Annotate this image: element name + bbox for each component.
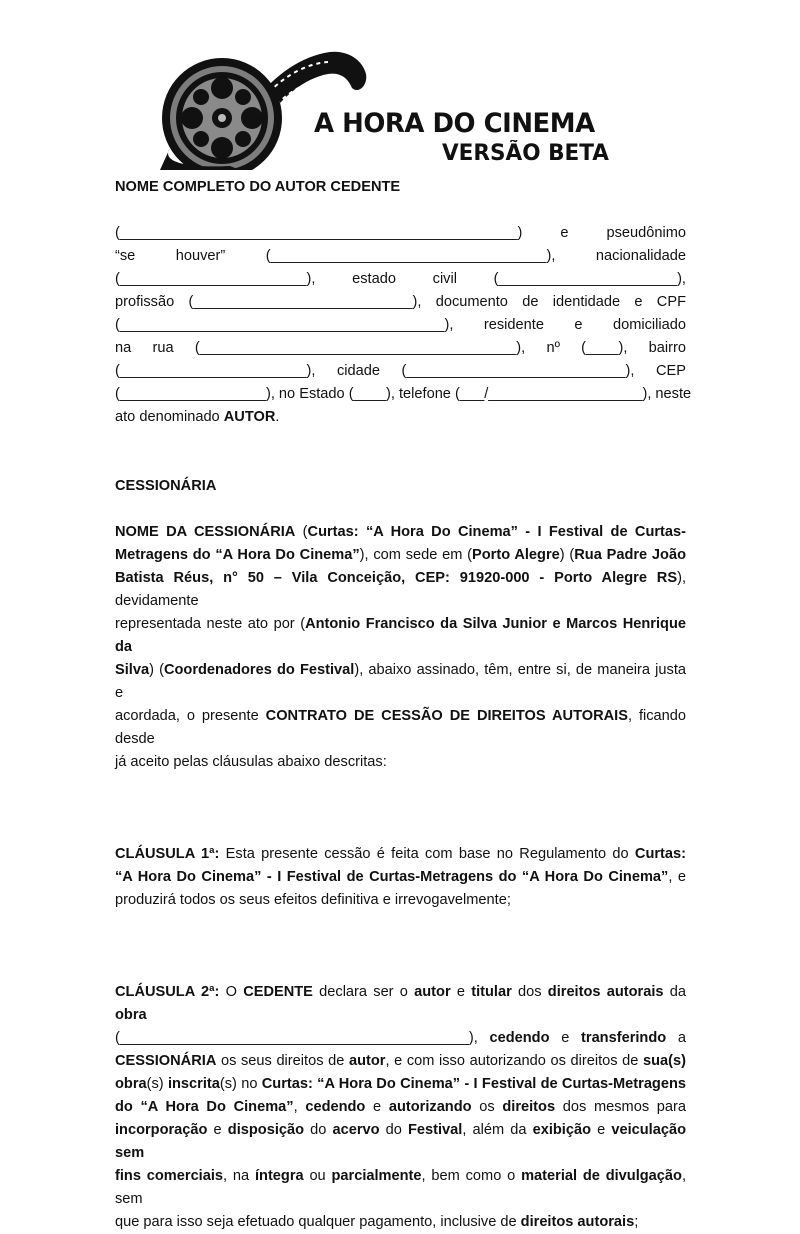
text: ou (303, 1168, 332, 1184)
text-line (115, 1119, 686, 1165)
text: representada neste ato por ( (115, 616, 306, 632)
text: produzirá todos os seus efeitos definitiva e irrevogavelmente; (115, 892, 511, 908)
text-line (115, 843, 686, 866)
text-line (115, 613, 686, 659)
text: , bem como o (421, 1168, 522, 1184)
document-body (115, 176, 692, 1234)
text: ; (634, 1214, 639, 1230)
text: (s) (146, 1076, 168, 1092)
text: dos mesmos para (555, 1099, 687, 1115)
text-line (115, 1096, 686, 1119)
autor-line: (_______________________), estado civil (______________________), (115, 271, 686, 287)
text: ), devidamente (115, 570, 686, 609)
bold-text: CLÁUSULA 2ª: (115, 984, 220, 1000)
autor-line: (________________________________________), residente e domiciliado (115, 317, 686, 333)
bold-text: parcialmente (331, 1168, 422, 1184)
bold-text: obra (115, 1076, 147, 1092)
text: , e (668, 869, 686, 885)
text-line (115, 567, 686, 613)
bold-text: titular (471, 984, 512, 1000)
bold-text: Curtas: “A Hora Do Cinema” - I Festival de Curtas- (307, 524, 686, 540)
text: , e com isso autorizando os direitos de (385, 1053, 644, 1069)
bold-text: CESSIONÁRIA (115, 1053, 217, 1069)
text: os seus direitos de (216, 1053, 349, 1069)
text-line (115, 751, 686, 774)
bold-text: direitos autorais (520, 1214, 635, 1230)
text: e (365, 1099, 389, 1115)
bold-text: cedendo (305, 1099, 366, 1115)
text: ) ( (149, 662, 164, 678)
autor-section (115, 222, 692, 429)
text: ( (295, 524, 308, 540)
text: da (663, 984, 687, 1000)
text: e (549, 1030, 582, 1046)
text: ) ( (559, 547, 575, 563)
bold-text: Coordenadores do Festival (163, 662, 355, 678)
bold-text: Porto Alegre (472, 547, 560, 563)
autor-line: (__________________), no Estado (____), telefone (___/___________________), neste (115, 386, 692, 402)
text-line (115, 866, 686, 889)
autor-line-last (115, 406, 686, 429)
bold-text: exibição (532, 1122, 592, 1138)
autor-line: (_______________________), cidade (___________________________), CEP (115, 363, 686, 379)
text-line (115, 705, 686, 751)
bold-text: Curtas: “A Hora Do Cinema” - I Festival de Curtas-Metragens (261, 1076, 686, 1092)
clausula-2 (115, 981, 686, 1234)
bold-text: autorizando (388, 1099, 472, 1115)
text: do (379, 1122, 408, 1138)
logo (130, 38, 620, 170)
text: e (207, 1122, 228, 1138)
text: ato denominado (115, 409, 224, 425)
logo-title: A HORA DO CINEMA (314, 108, 595, 139)
clausula-1 (115, 843, 686, 912)
text: acordada, o presente (115, 708, 266, 724)
bold-text: do “A Hora Do Cinema” (115, 1099, 294, 1115)
bold-text: inscrita (167, 1076, 220, 1092)
bold-text: “A Hora Do Cinema” - I Festival de Curtas-Metragens do “A Hora Do Cinema” (115, 869, 669, 885)
bold-text: direitos (502, 1099, 556, 1115)
bold-text: CLÁUSULA 1ª: (115, 846, 220, 862)
text-line (115, 521, 686, 544)
text-line (115, 981, 686, 1027)
bold-text: Rua Padre João (574, 547, 686, 563)
text-line (115, 1073, 686, 1096)
text: dos (511, 984, 548, 1000)
autor-line: na rua (_______________________________________), nº (____), bairro (115, 340, 686, 356)
text: a (666, 1030, 686, 1046)
bold-text: disposição (227, 1122, 305, 1138)
bold-text: material de divulgação (521, 1168, 682, 1184)
cessionaria-heading: CESSIONÁRIA (115, 478, 217, 494)
bold-text: incorporação (115, 1122, 208, 1138)
text: . (275, 409, 280, 425)
autor-line: (_________________________________________________) e pseudônimo (115, 225, 686, 241)
text-line (115, 889, 686, 912)
bold-text: Silva (115, 662, 150, 678)
bold-text: autor (414, 984, 451, 1000)
text: já aceito pelas cláusulas abaixo descritas: (115, 754, 387, 770)
bold-text: autor (348, 1053, 386, 1069)
bold-text: Curtas: (634, 846, 687, 862)
text: , na (223, 1168, 255, 1184)
bold-text: CONTRATO DE CESSÃO DE DIREITOS AUTORAIS (265, 708, 628, 724)
text: ), com sede em ( (359, 547, 473, 563)
bold-text: CEDENTE (243, 984, 313, 1000)
text: e (591, 1122, 612, 1138)
text-line (115, 1165, 686, 1211)
cessionaria-section (115, 521, 686, 774)
bold-text: Batista Réus, n° 50 – Vila Conceição, CEP: 91920-000 - Porto Alegre RS (115, 570, 678, 586)
film-reel-icon (130, 38, 380, 170)
bold-text: cedendo (489, 1030, 550, 1046)
text: e (450, 984, 472, 1000)
text: os (471, 1099, 503, 1115)
bold-text: NOME DA CESSIONÁRIA (115, 524, 296, 540)
text-line (115, 1050, 686, 1073)
autor-label: AUTOR (223, 409, 276, 425)
logo-subtitle: VERSÃO BETA (442, 141, 609, 166)
text-line (115, 1027, 686, 1050)
text: O (219, 984, 244, 1000)
bold-text: veiculação sem (115, 1122, 686, 1161)
text: do (304, 1122, 333, 1138)
text-line (115, 659, 686, 705)
text: , sem (115, 1168, 687, 1207)
text: , além da (462, 1122, 533, 1138)
autor-heading: NOME COMPLETO DO AUTOR CEDENTE (115, 179, 401, 195)
text: ), abaixo assinado, têm, entre si, de maneira justa e (115, 662, 687, 701)
text: (s) no (219, 1076, 262, 1092)
bold-text: fins comerciais (115, 1168, 224, 1184)
autor-line: “se houver” (__________________________________), nacionalidade (115, 248, 686, 264)
bold-text: sua(s) (643, 1053, 686, 1069)
bold-text: acervo (332, 1122, 380, 1138)
bold-text: direitos autorais (547, 984, 664, 1000)
text-line (115, 1211, 686, 1234)
text-line (115, 544, 686, 567)
text: Esta presente cessão é feita com base no Regulamento do (219, 846, 635, 862)
text: que para isso seja efetuado qualquer pagamento, inclusive de (115, 1214, 521, 1230)
bold-text: transferindo (581, 1030, 667, 1046)
text: , ficando desde (115, 708, 687, 747)
autor-line: profissão (___________________________), documento de identidade e CPF (115, 294, 686, 310)
text: declara ser o (312, 984, 415, 1000)
bold-text: íntegra (254, 1168, 304, 1184)
text: (___________________________________________), (115, 1030, 490, 1046)
bold-text: Festival (408, 1122, 463, 1138)
bold-text: Metragens do “A Hora Do Cinema” (115, 547, 360, 563)
bold-text: Antonio Francisco da Silva Junior e Marcos Henrique da (115, 616, 686, 655)
text: , (293, 1099, 306, 1115)
bold-text: obra (115, 1007, 147, 1023)
